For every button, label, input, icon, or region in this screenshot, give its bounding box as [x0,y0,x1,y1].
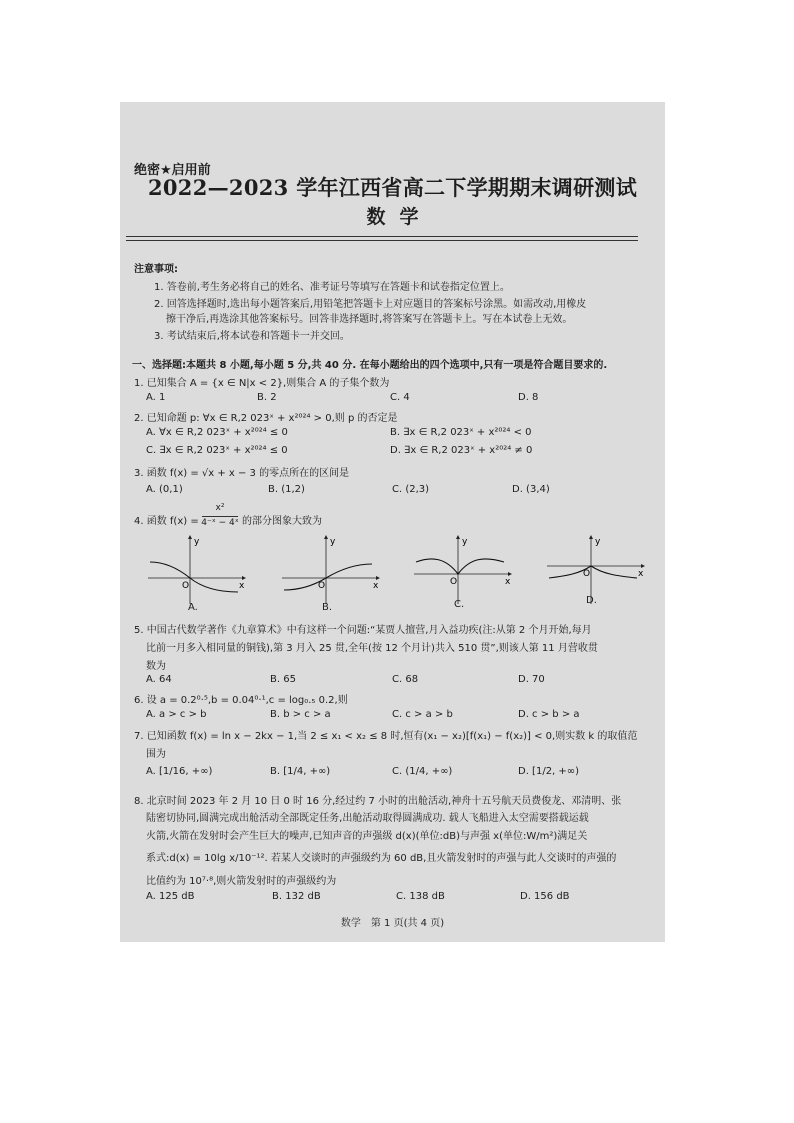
q5-option-a: A. 64 [146,674,172,685]
q4-b-y-label: y [330,537,336,547]
q4-stem-pre: 4. 函数 f(x) = [134,516,199,527]
notice-item-2: 2. 回答选择题时,选出每小题答案后,用铅笔把答题卡上对应题目的答案标号涂黑。如需改动,用橡皮 [154,299,587,310]
q2-option-a: A. ∀x ∈ R,2 023ˣ + x²⁰²⁴ ≤ 0 [146,427,288,438]
q7-option-d: D. [1/2, +∞) [518,766,580,777]
q1-option-d: D. 8 [518,392,539,403]
q4-d-y-label: y [595,537,601,547]
q7-option-a: A. [1/16, +∞) [146,766,213,777]
notice-heading: 注意事项: [134,264,178,275]
q4-graph-b [280,534,380,606]
q4-fraction-bar [202,516,238,517]
q4-fraction-denominator: 4⁻ˣ − 4ˣ [201,518,239,528]
q8-line-4: 系式:d(x) = 10lg x/10⁻¹². 若某人交谈时的声强级约为 60 dB,且火箭发射时的声强与此人交谈时的声强的 [146,853,617,864]
q1-stem: 1. 已知集合 A = {x ∈ N|x < 2},则集合 A 的子集个数为 [134,378,390,389]
q6-stem: 6. 设 a = 0.2⁰·⁵,b = 0.04⁰·¹,c = log₀.₅ 0.2,则 [134,695,348,706]
q4-b-x-label: x [373,581,379,591]
q5-line-2: 比前一月多入相同量的铜钱),第 3 月入 25 贯,全年(按 12 个月计)共入 510 贯”,则该人第 11 月营收贯 [146,643,598,654]
q2-option-d: D. ∃x ∈ R,2 023ˣ + x²⁰²⁴ ≠ 0 [390,445,533,456]
q4-graph-a [146,534,246,606]
q5-line-3: 数为 [146,661,166,672]
q2-option-c: C. ∃x ∈ R,2 023ˣ + x²⁰²⁴ ≤ 0 [146,445,288,456]
q3-option-d: D. (3,4) [512,484,550,495]
q8-line-1: 8. 北京时间 2023 年 2 月 10 日 0 时 16 分,经过约 7 小时的出舱活动,神舟十五号航天员费俊龙、邓清明、张 [134,796,622,807]
q4-a-origin-label: O [182,581,190,591]
q4-a-x-label: x [239,581,245,591]
q3-option-c: C. (2,3) [392,484,430,495]
q3-option-a: A. (0,1) [146,484,183,495]
q7-line-1: 7. 已知函数 f(x) = ln x − 2kx − 1,当 2 ≤ x₁ < x₂ ≤ 8 时,恒有(x₁ − x₂)[f(x₁) − f(x₂)] < 0,则实数 k 的取值范 [134,731,638,742]
q8-option-d: D. 156 dB [520,891,570,902]
exam-paper [120,102,665,942]
q4-c-y-label: y [462,537,468,547]
q4-c-x-label: x [505,577,511,587]
q4-graph-c [412,534,512,606]
q2-stem: 2. 已知命题 p: ∀x ∈ R,2 023ˣ + x²⁰²⁴ > 0,则 p 的否定是 [134,413,398,424]
header-rule-thin [126,240,638,241]
q7-option-c: C. (1/4, +∞) [392,766,453,777]
notice-item-2-cont: 擦干净后,再选涂其他答案标号。回答非选择题时,将答案写在答题卡上。写在本试卷上无效。 [166,314,573,325]
header-rule-thick [126,236,638,237]
q8-line-5: 比值约为 10⁷·⁸,则火箭发射时的声强级约为 [146,876,337,887]
subject-title: 数学 [366,206,433,228]
q4-fraction-numerator: x² [215,503,225,513]
q6-option-c: C. c > a > b [392,709,453,720]
secret-label: 绝密★启用前 [134,163,211,178]
q5-option-c: C. 68 [392,674,419,685]
q5-option-b: B. 65 [270,674,296,685]
q4-d-x-label: x [638,569,644,579]
q4-option-c: C. [454,599,465,610]
q5-option-d: D. 70 [518,674,545,685]
q5-line-1: 5. 中国古代数学著作《九章算术》中有这样一个问题:“某贾人擅营,月入益功疾(注:从第 2 个月开始,每月 [134,625,592,636]
q3-option-b: B. (1,2) [268,484,305,495]
section-heading: 一、选择题:本题共 8 小题,每小题 5 分,共 40 分. 在每小题给出的四个选项中,只有一项是符合题目要求的. [132,360,608,371]
notice-item-3: 3. 考试结束后,将本试卷和答题卡一并交回。 [154,331,350,342]
q6-option-d: D. c > b > a [518,709,580,720]
q1-option-b: B. 2 [257,392,277,403]
q4-a-y-label: y [194,537,200,547]
notice-item-1: 1. 答卷前,考生务必将自己的姓名、准考证号等填写在答题卡和试卷指定位置上。 [154,282,510,293]
page-footer: 数学 第 1 页(共 4 页) [340,918,445,929]
exam-title: 2022—2023 学年江西省高二下学期期末调研测试 [147,175,637,200]
q2-option-b: B. ∃x ∈ R,2 023ˣ + x²⁰²⁴ < 0 [390,427,532,438]
q4-option-b: B. [322,602,333,613]
q7-line-2: 围为 [146,749,166,760]
q8-option-c: C. 138 dB [396,891,445,902]
q4-c-origin-label: O [450,577,458,587]
q6-option-a: A. a > c > b [146,709,207,720]
q8-option-b: B. 132 dB [272,891,321,902]
q3-stem: 3. 函数 f(x) = √x + x − 3 的零点所在的区间是 [134,468,350,479]
q8-line-2: 陆密切协同,圆满完成出舱活动全部既定任务,出舱活动取得圆满成功. 载人飞船进入太空需要搭载运载 [146,813,589,824]
q1-option-a: A. 1 [146,392,166,403]
q1-option-c: C. 4 [390,392,410,403]
q8-option-a: A. 125 dB [146,891,195,902]
q6-option-b: B. b > c > a [270,709,331,720]
q4-b-origin-label: O [318,581,326,591]
q4-d-origin-label: O [583,569,591,579]
q4-option-d: D. [586,595,597,606]
q4-stem-post: 的部分图象大致为 [242,516,322,527]
q8-line-3: 火箭,火箭在发射时会产生巨大的噪声,已知声音的声强级 d(x)(单位:dB)与声强 x(单位:W/m²)满足关 [146,831,588,842]
q7-option-b: B. [1/4, +∞) [270,766,331,777]
q4-option-a: A. [188,602,198,613]
